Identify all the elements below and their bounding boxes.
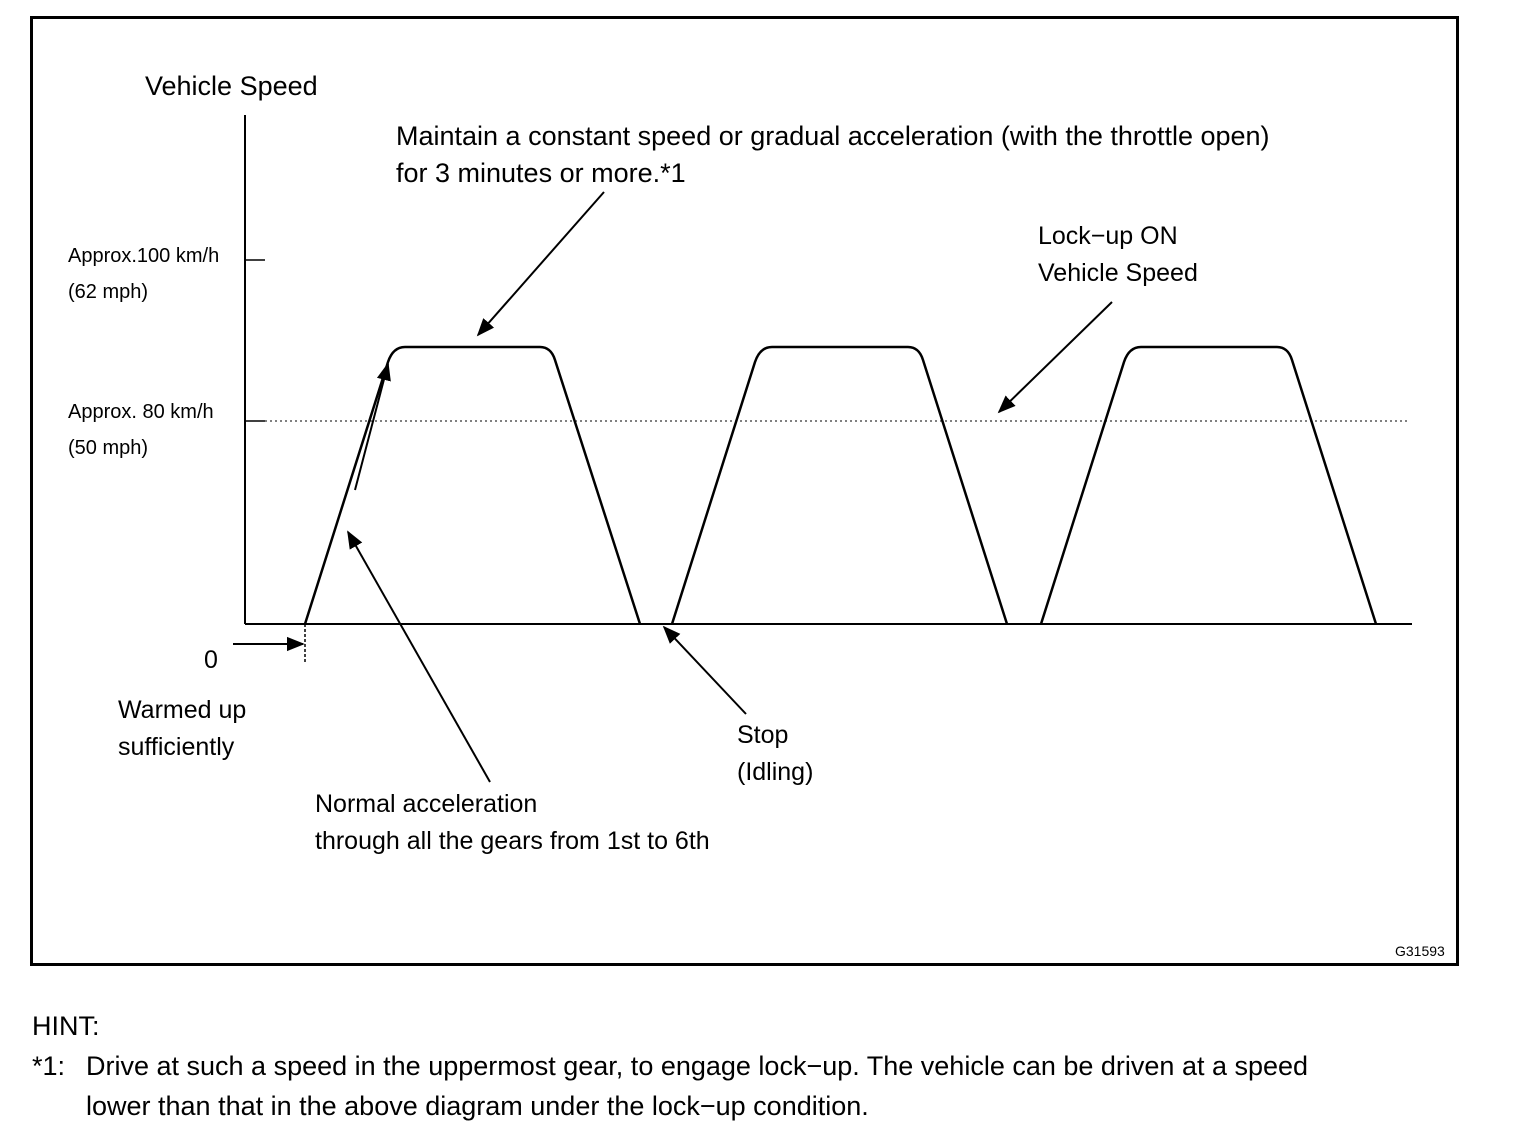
- arrow-normal-acceleration: [348, 532, 490, 782]
- y-axis-label: Vehicle Speed: [145, 71, 318, 101]
- callout-normal-line2: through all the gears from 1st to 6th: [315, 827, 710, 855]
- tick-label-62mph: (62 mph): [68, 281, 149, 303]
- tick-label-80kmh: Approx. 80 km/h: [68, 401, 214, 423]
- callout-warmed-line2: sufficiently: [118, 733, 235, 761]
- speed-profile-cycle-2: [672, 347, 1007, 624]
- arrow-acceleration-peak: [355, 364, 388, 490]
- hint-note-line2: lower than that in the above diagram under the lock−up condition.: [86, 1091, 869, 1121]
- hint-note: [32, 1046, 1502, 1086]
- hint-note-mark: *1:: [32, 1051, 66, 1081]
- speed-profile-cycle-3: [1041, 347, 1376, 624]
- callout-maintain-line2: for 3 minutes or more.*1: [396, 158, 686, 188]
- callout-stop-line2: (Idling): [737, 758, 814, 786]
- arrow-stop: [664, 627, 746, 714]
- callout-stop-line1: Stop: [737, 721, 789, 749]
- zero-label: 0: [204, 646, 218, 674]
- callout-maintain-line1: Maintain a constant speed or gradual acceleration (with the throttle open): [396, 121, 1270, 151]
- callout-warmed-line1: Warmed up: [118, 696, 247, 724]
- arrow-lockup: [999, 302, 1112, 412]
- arrow-maintain: [478, 192, 604, 335]
- hint-title: HINT:: [32, 1011, 100, 1041]
- tick-label-50mph: (50 mph): [68, 437, 149, 459]
- figure-id: G31593: [1395, 943, 1445, 959]
- hint-note-line1: Drive at such a speed in the uppermost gear, to engage lock−up. The vehicle can be driven at a speed: [86, 1051, 1309, 1081]
- callout-lockup-line2: Vehicle Speed: [1038, 259, 1198, 287]
- callout-normal-line1: Normal acceleration: [315, 790, 538, 818]
- callout-lockup-line1: Lock−up ON: [1038, 222, 1178, 250]
- tick-label-100kmh: Approx.100 km/h: [68, 245, 220, 267]
